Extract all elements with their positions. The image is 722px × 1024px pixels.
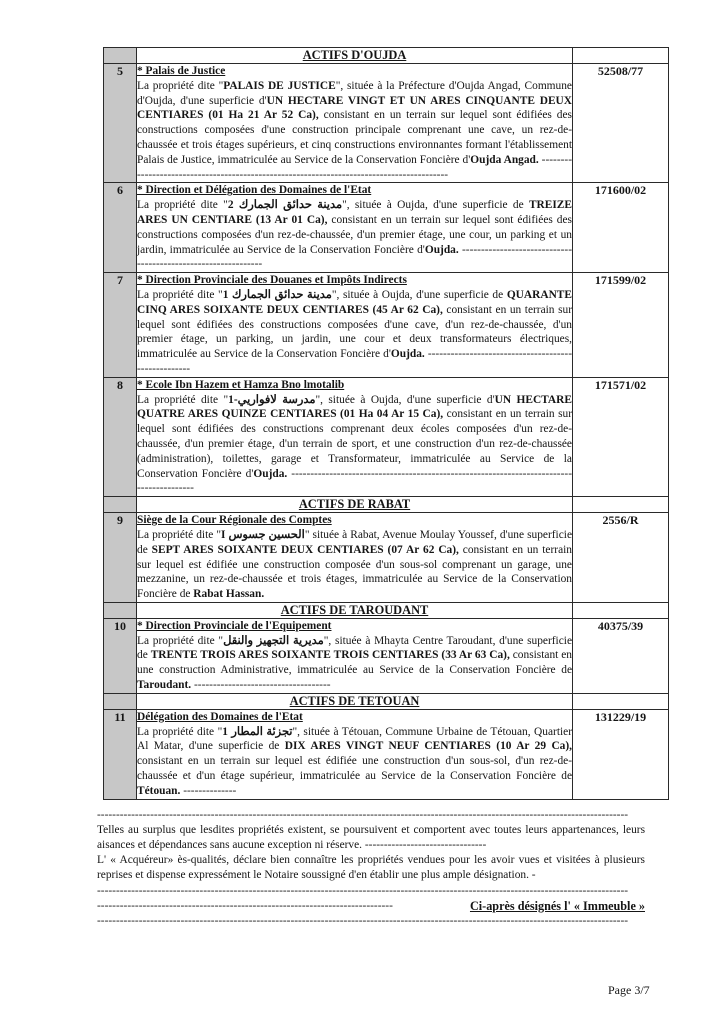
row-number-cell	[104, 693, 137, 709]
registration-cell: 52508/77	[573, 64, 669, 183]
property-row-6	[104, 183, 669, 273]
property-description-cell	[137, 618, 573, 693]
section-header	[137, 497, 573, 513]
property-body: La propriété dite "PALAIS DE JUSTICE", située à la Préfecture d'Oujda Angad, Commune d'Oujda, d'une superficie d'UN HECTARE VINGT ET UN ARES CINQUANTE DEUX CENTIARES (01 Ha 21 Ar 52 Ca), consistant en un terrain sur lequel sont édifiées des constructions composées d'une construction principale comprenant une cave, un rez-de-chaussée et trois étages supérieurs, et cinq constructions environnantes formant l'établissement Palais de Justice, immatriculée au Service de la Conservation Foncière d'Oujda Angad. ------------------------------------------------------------------------------------------	[137, 79, 573, 181]
section-row-tetouan	[104, 693, 669, 709]
property-title: * Direction et Délégation des Domaines de l'Etat	[137, 184, 372, 197]
property-description-cell	[137, 64, 573, 183]
clause-paragraph: Telles au surplus que lesdites propriétés existent, se poursuivent et comportent avec toutes leurs appartenances, leurs aisances et dépendances sans aucune exception ni réserve. --------------------------------	[97, 823, 645, 852]
row-number-cell: 8	[104, 377, 137, 496]
row-number-cell: 6	[104, 183, 137, 273]
property-body: La propriété dite "مدينة حدائق الجمارك 2", située à Oujda, d'une superficie de TREIZE ARES UN CENTIARE (13 Ar 01 Ca), consistant en un terrain sur lequel sont édifiées des constructions composées d'un rez-de-chaussée, d'un premier étage, une cour, un parking et un jardin, immatriculée au Service de la Conservation Foncière d'Oujda. --------------------------------------------------------------	[137, 199, 572, 271]
section-header	[137, 693, 573, 709]
property-description-cell	[137, 709, 573, 799]
registration-cell: 2556/R	[573, 513, 669, 603]
property-row-8	[104, 377, 669, 496]
row-number-cell: 7	[104, 273, 137, 378]
page-number: Page 3/7	[608, 983, 650, 997]
clause-paragraph: L' « Acquéreur» ès-qualités, déclare bien connaître les propriétés vendues pour les avoir vues et visitées à plusieurs reprises et dispense expressément le Notaire soussigné d'en établir une plus ample désignation. -	[97, 854, 645, 882]
section-header	[137, 602, 573, 618]
closing-clauses	[97, 808, 645, 930]
ci-apres-line	[97, 899, 645, 914]
registration-cell	[573, 602, 669, 618]
section-header	[137, 48, 573, 64]
property-body: La propriété dite "تجزئة المطار 1", située à Tétouan, Commune Urbaine de Tétouan, Quartier Al Matar, d'une superficie de DIX ARES VINGT NEUF CENTIARES (10 Ar 29 Ca), consistant en un terrain sur lequel est édifiée une construction d'un sous-sol, d'un rez-de-chaussée et d'un étage supérieur, immatriculée au Service de la Conservation Foncière de Tétouan. --------------	[137, 725, 573, 797]
row-number-cell: 5	[104, 64, 137, 183]
registration-cell: 171599/02	[573, 273, 669, 378]
property-row-10	[104, 618, 669, 693]
property-row-7	[104, 273, 669, 378]
section-title: ACTIFS D'OUJDA	[302, 48, 407, 62]
property-description-cell	[137, 513, 573, 603]
section-title: ACTIFS DE TAROUDANT	[280, 602, 429, 617]
section-title: ACTIFS DE TETOUAN	[289, 693, 420, 708]
property-row-11	[104, 709, 669, 799]
property-body: La propriété dite "مدرسة لافواريي-1", située à Oujda, d'une superficie d'UN HECTARE QUATRE ARES QUINZE CENTIARES (01 Ha 04 Ar 15 Ca), consistant en un terrain sur lequel sont édifiées des constructions comprenant deux écoles composées d'un rez-de-chaussée, d'un premier étage, d'un terrain de sport, et une construction d'un rez-de-chaussée (administration), toilettes, garage et Transformateur, immatriculée au Service de la Conservation Foncière d'Oujda. -----------------------------------------------------------------------------------------	[137, 393, 572, 495]
property-row-9	[104, 513, 669, 603]
property-title: * Ecole Ibn Hazem et Hamza Bno lmotalib	[137, 378, 345, 391]
property-title: * Direction Provinciale de l'Equipement	[137, 619, 332, 632]
property-description-cell	[137, 273, 573, 378]
immeuble-designation-label: Ci-après désignés l' « Immeuble »	[469, 898, 645, 913]
property-description-cell	[137, 377, 573, 496]
property-body: La propriété dite "مدينة حدائق الجمارك 1", située à Oujda, d'une superficie de QUARANTE CINQ ARES SOIXANTE DEUX CENTIARES (45 Ar 62 Ca), consistant en un terrain sur lequel sont édifiées des constructions composées d'une cave, d'un rez-de-chaussée, d'un premier étage, un parking, un jardin, une cour et deux transformateurs électriques, immatriculée au Service de la Conservation Foncière d'Oujda. ----------------------------------------------------	[137, 288, 572, 375]
section-title: ACTIFS DE RABAT	[298, 497, 411, 512]
property-body: La propriété dite "مديرية التجهيز والنقل", située à Mhayta Centre Taroudant, d'une superficie de TRENTE TROIS ARES SOIXANTE TROIS CENTIARES (33 Ar 63 Ca), consistant en une construction Administrative, immatriculée au Service de la Conservation Foncière de Taroudant. ------------------------------------	[137, 634, 573, 692]
row-number-cell	[104, 497, 137, 513]
property-body: La propriété dite "I الحسين جسوس" située à Rabat, Avenue Moulay Youssef, d'une superficie de SEPT ARES SOIXANTE DEUX CENTIARES (07 Ar 62 Ca), consistant en un terrain sur lequel est édifiée une construction composée d'un sous-sol comprenant un garage, une mezzanine, un rez-de-chaussée et trois étages, immatriculée au Service de la Conservation Foncière de Rabat Hassan.	[137, 528, 572, 601]
row-number-cell: 10	[104, 618, 137, 693]
property-title: Délégation des Domaines de l'Etat	[137, 710, 303, 723]
section-row-oujda	[104, 48, 669, 64]
property-title: * Palais de Justice	[137, 65, 226, 77]
row-number-cell: 9	[104, 513, 137, 603]
properties-table	[103, 47, 669, 800]
property-title: * Direction Provinciale des Douanes et Impôts Indirects	[137, 274, 407, 287]
row-number-cell	[104, 48, 137, 64]
dashed-separator: --------------------------------------------------------------------------------------------------------------------------------------------	[97, 808, 629, 821]
registration-cell: 131229/19	[573, 709, 669, 799]
property-row-5	[104, 64, 669, 183]
section-row-rabat	[104, 497, 669, 513]
dashed-separator: --------------------------------------------------------------------------------------------------------------------------------------------	[97, 915, 629, 928]
row-number-cell: 11	[104, 709, 137, 799]
registration-cell	[573, 48, 669, 64]
registration-cell: 40375/39	[573, 618, 669, 693]
registration-cell: 171571/02	[573, 377, 669, 496]
registration-cell	[573, 497, 669, 513]
section-row-taroudant	[104, 602, 669, 618]
property-title: Siège de la Cour Régionale des Comptes	[137, 514, 332, 527]
row-number-cell	[104, 602, 137, 618]
leading-dashes: ------------------------------------------------------------------------------	[97, 899, 393, 912]
registration-cell	[573, 693, 669, 709]
dashed-separator: --------------------------------------------------------------------------------------------------------------------------------------------	[97, 884, 629, 897]
property-description-cell	[137, 183, 573, 273]
registration-cell: 171600/02	[573, 183, 669, 273]
